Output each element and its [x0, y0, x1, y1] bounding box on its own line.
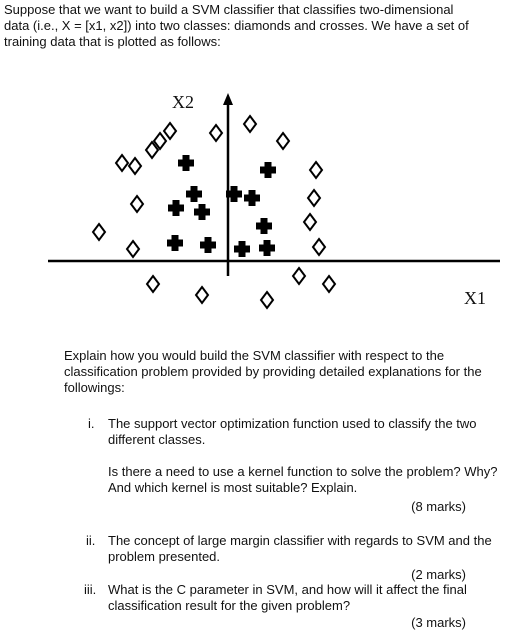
intro-line: training data that is plotted as follows:	[4, 34, 221, 49]
diamond-marker	[323, 276, 335, 292]
diamond-marker	[93, 224, 105, 240]
diamond-marker	[210, 125, 222, 141]
x-axis-label: X1	[464, 288, 486, 308]
cross-marker	[200, 237, 216, 253]
question-followup: Is there a need to use a kernel function to solve the problem? Why? And which kernel is most suitable? Explain.	[108, 464, 498, 495]
diamond-marker	[313, 239, 325, 255]
scatter-plot-figure	[0, 86, 518, 316]
question-numeral: i.	[88, 416, 95, 431]
diamond-marker	[261, 292, 273, 308]
cross-markers	[167, 155, 276, 257]
y-axis-arrow	[223, 93, 233, 105]
intro-paragraph	[4, 2, 514, 50]
cross-marker	[244, 190, 260, 206]
diamond-marker	[164, 123, 176, 139]
diamond-marker	[244, 116, 256, 132]
question-text: The support vector optimization function used to classify the two different classes.	[108, 416, 477, 447]
diamond-markers	[93, 116, 335, 308]
question-text: The concept of large margin classifier with regards to SVM and the problem presented.	[108, 533, 492, 564]
explain-paragraph: Explain how you would build the SVM classifier with respect to the classification problem provided by providing detailed explanations for the followings:	[64, 348, 482, 395]
intro-line: Suppose that we want to build a SVM classifier that classifies two-dimensional	[4, 2, 454, 17]
cross-marker	[178, 155, 194, 171]
diamond-marker	[293, 268, 305, 284]
intro-line: data (i.e., X = [x1, x2]) into two classes: diamonds and crosses. We have a set of	[4, 18, 469, 33]
diamond-marker	[116, 155, 128, 171]
diamond-marker	[129, 158, 141, 174]
diamond-marker	[127, 241, 139, 257]
diamond-marker	[310, 162, 322, 178]
cross-marker	[234, 241, 250, 257]
cross-marker	[168, 200, 184, 216]
cross-marker	[167, 235, 183, 251]
diamond-marker	[147, 276, 159, 292]
diamond-marker	[277, 133, 289, 149]
cross-marker	[260, 162, 276, 178]
diamond-marker	[196, 287, 208, 303]
y-axis-label: X2	[172, 92, 194, 112]
cross-marker	[256, 218, 272, 234]
diamond-marker	[304, 214, 316, 230]
marks-label: (8 marks)	[411, 499, 466, 514]
marks-label: (2 marks)	[411, 567, 466, 582]
cross-marker	[194, 204, 210, 220]
question-numeral: ii.	[86, 533, 96, 548]
question-numeral: iii.	[84, 582, 97, 597]
cross-marker	[259, 240, 275, 256]
cross-marker	[186, 186, 202, 202]
marks-label: (3 marks)	[411, 615, 466, 630]
question-text: What is the C parameter in SVM, and how will it affect the final classification result for the given problem?	[108, 582, 467, 613]
diamond-marker	[131, 196, 143, 212]
diamond-marker	[308, 190, 320, 206]
